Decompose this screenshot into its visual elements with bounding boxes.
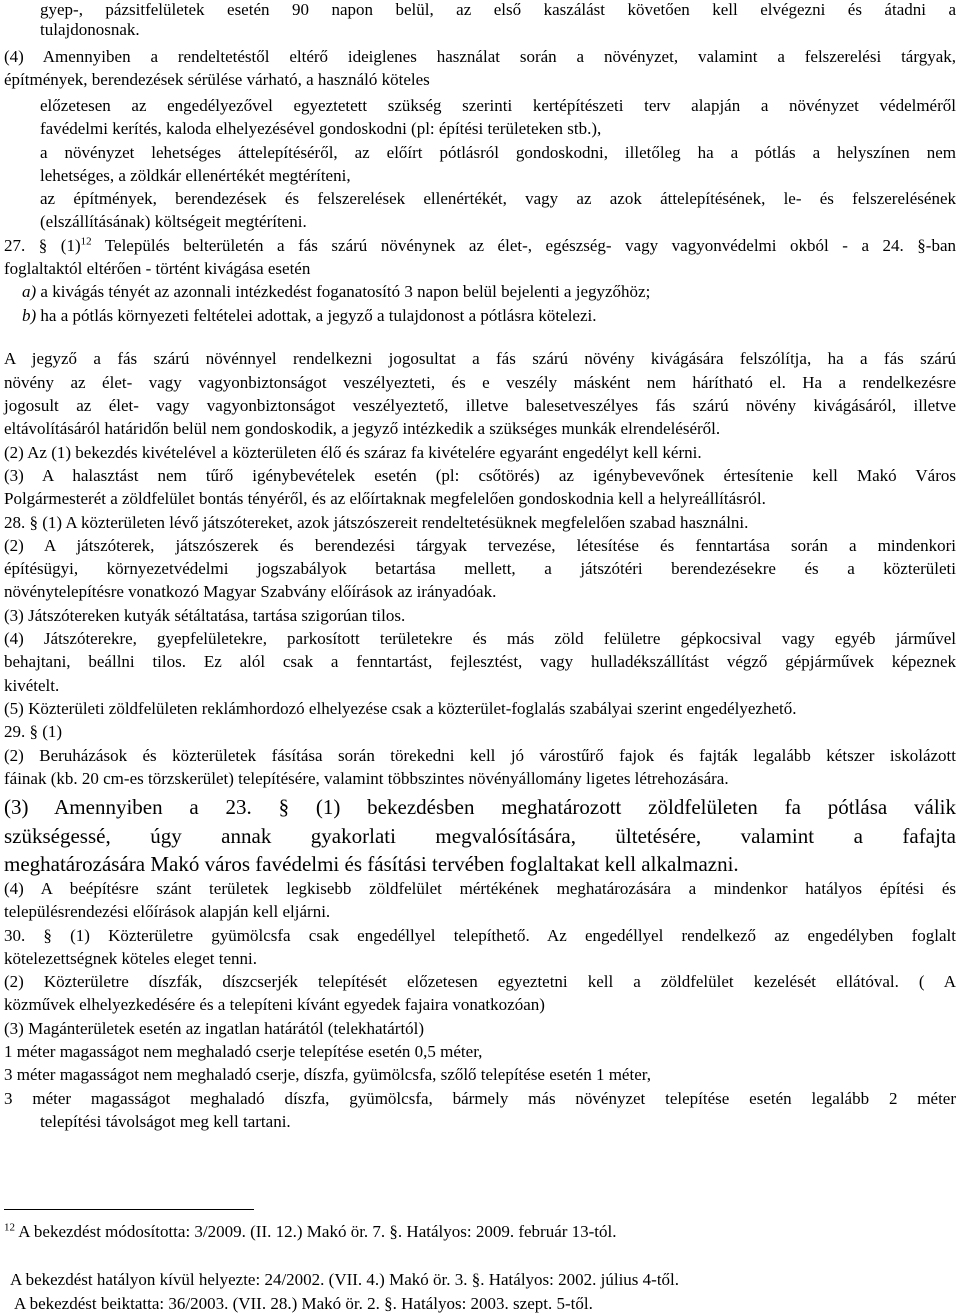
text-line: (3) A halasztást nem tűrő igénybevételek esetén (pl: csőtörés) az igénybevevőnek értesítenie kell Makó Város xyxy=(4,466,956,485)
text-line: előzetesen az engedélyezővel egyeztetett szükség szerinti kertépítészeti terv alapján a növényzet védelméről xyxy=(40,96,956,115)
list-item-b xyxy=(22,306,596,326)
list-label: a) xyxy=(22,282,37,301)
text-line: kötelezettségnek köteles eleget tenni. xyxy=(4,949,258,968)
footnote-text: A bekezdést módosította: 3/2009. (II. 12.) Makó ör. 7. §. Hatályos: 2009. február 13-tól. xyxy=(15,1222,617,1241)
section-number: 27. § (1) xyxy=(4,236,81,255)
text-line: közművek elhelyezkedésére és a telepíteni kívánt egyedek fajaira vonatkozóan) xyxy=(4,995,545,1014)
text-line: telepítési távolságot meg kell tartani. xyxy=(40,1112,291,1131)
text-line: jogosult az élet- vagy vagyonbiztonságot veszélyeztető, illetve balesetveszélyes fás szárú növény kivágásáról, illetve xyxy=(4,396,956,415)
text-line: (2) Az (1) bekezdés kivételével a közterületen élő és száraz fa kivételére egyaránt engedélyt kell kérni. xyxy=(4,443,702,462)
text-line: lehetséges, a zöldkár ellenértékét megtéríteni, xyxy=(40,166,351,185)
footnote xyxy=(4,1222,617,1242)
amendment-note: A bekezdést beiktatta: 36/2003. (VII. 28.) Makó ör. 2. §. Hatályos: 2003. szept. 5-től. xyxy=(14,1294,593,1313)
text-line: A jegyző a fás szárú növénnyel rendelkezni jogosultat a fás szárú növény kivágására felszólítja, ha a fás szárú xyxy=(4,349,956,368)
text-line: fáinak (kb. 20 cm-es törzskerület) telepítésére, valamint többszintes növényállomány ligetes létrehozására. xyxy=(4,769,729,788)
text-line: 28. § (1) A közterületen lévő játszótereket, azok játszószereit rendeltetésüknek megfelelően szabad használni. xyxy=(4,513,749,532)
text-line: (2) Közterületre díszfák, díszcserjék telepítését előzetesen egyeztetni kell a zöldfelület kezelését ellátóval. ( A xyxy=(4,972,956,991)
text-line: 1 méter magasságot nem meghaladó cserje telepítése esetén 0,5 méter, xyxy=(4,1042,483,1061)
paragraph-27-line xyxy=(4,236,956,256)
text-line: 29. § (1) xyxy=(4,722,63,741)
text-line: eltávolításáról határidőn belül nem gondoskodik, a jegyző intézkedik a szükséges munkák elrendeléséről. xyxy=(4,419,721,438)
text-line: behajtani, beállni tilos. Ez alól csak a fenntartást, fejlesztést, vagy hulladékszállítást végző gépjárművek képeznek xyxy=(4,652,956,671)
text-line: (3) Játszótereken kutyák sétáltatása, tartása szigorúan tilos. xyxy=(4,606,406,625)
large-text-line: meghatározására Makó város favédelmi és fásítási tervében foglaltakat kell alkalmazni. xyxy=(4,852,739,876)
list-label: b) xyxy=(22,306,37,325)
text-line: (elszállításának) költségeit megtéríteni. xyxy=(40,212,307,231)
text-line: (2) Beruházások és közterületek fásítása során törekedni kell jó várostűrő fajok és fajták legalább kétszer iskolázott xyxy=(4,746,956,765)
text-line: (4) A beépítésre szánt területek legkisebb zöldfelület mértékének meghatározására a mindenkor hatályos építési és xyxy=(4,879,956,898)
text-line: a növényzet lehetséges áttelepítéséről, az előírt pótlásról gondoskodni, illetőleg ha a pótlás a helyszínen nem xyxy=(40,143,956,162)
text-line: (3) Magánterületek esetén az ingatlan határától (telekhatártól) xyxy=(4,1019,425,1038)
list-text: ha a pótlás környezeti feltételei adottak, a jegyző a tulajdonost a pótlásra kötelezi. xyxy=(36,306,597,325)
text-line: gyep-, pázsitfelületek esetén 90 napon belül, az első kaszálást követően kell elvégezni és átadni a xyxy=(40,0,956,19)
text-line: 30. § (1) Közterületre gyümölcsfa csak engedéllyel telepíthető. Az engedéllyel rendelkező az engedélyben foglalt xyxy=(4,926,956,945)
text-line: Polgármesterét a zöldfelület bontás tényéről, és az előírtaknak megfelelően gondoskodnia kell a helyreállításról. xyxy=(4,489,766,508)
footnote-marker: 12 xyxy=(4,1221,15,1234)
text-line: (4) Játszóterekre, gyepfelületekre, parkosított területekre és más zöld felületre gépkocsival vagy egyéb járművel xyxy=(4,629,956,648)
large-text-line: (3) Amennyiben a 23. § (1) bekezdésben meghatározott zöldfelületen fa pótlása válik xyxy=(4,795,956,819)
list-item-a xyxy=(22,282,650,302)
text-line: (4) Amennyiben a rendeltetéstől eltérő ideiglenes használat során a növényzet, valamint a felszerelési tárgyak, xyxy=(4,47,956,66)
text-line: településrendezési előírások alapján kell eljárni. xyxy=(4,902,331,921)
text-line: 3 méter magasságot nem meghaladó cserje, díszfa, gyümölcsfa, szőlő telepítése esetén 1 méter, xyxy=(4,1065,651,1084)
text-line: favédelmi kerítés, kaloda elhelyezésével gondoskodni (pl: építési területeken stb.), xyxy=(40,119,602,138)
amendment-note: A bekezdést hatályon kívül helyezte: 24/2002. (VII. 4.) Makó ör. 3. §. Hatályos: 2002. július 4-től. xyxy=(10,1270,680,1289)
text-line: (2) A játszóterek, játszószerek és berendezési tárgyak tervezése, létesítése és fenntartása során a mindenkori xyxy=(4,536,956,555)
list-text: a kivágás tényét az azonnali intézkedést foganatosító 3 napon belül bejelenti a jegyzőhöz; xyxy=(36,282,651,301)
text-line: foglaltaktól eltérően - történt kivágása esetén xyxy=(4,259,311,278)
large-text-line: szükségessé, úgy annak gyakorlati megvalósítására, ültetésére, valamint a fafajta xyxy=(4,824,956,848)
text-line: építésügyi, környezetvédelmi jogszabályok betartása mellett, a játszótéri berendezésekre és a közterületi xyxy=(4,559,956,578)
text-line: (5) Közterületi zöldfelületen reklámhordozó elhelyezése csak a közterület-foglalás szabályai szerint engedélyezhető. xyxy=(4,699,797,718)
text-line: növény az élet- vagy vagyonbiztonságot veszélyezteti, és e veszély másként nem hárítható el. Ha a rendelkezésre xyxy=(4,373,956,392)
footnote-separator xyxy=(4,1209,254,1210)
text-line: 3 méter magasságot meghaladó díszfa, gyümölcsfa, bármely más növényzet telepítése esetén legalább 2 méter xyxy=(4,1089,956,1108)
text-line: az építmények, berendezések és felszerelések ellenértékét, vagy az azok áttelepítésének, le- és felszerelésének xyxy=(40,189,956,208)
section-text: Település belterületén a fás szárú növénynek az élet-, egészség- vagy vagyonvédelmi okból - a 24. §-ban xyxy=(91,236,956,255)
text-line: növénytelepítésre vonatkozó Magyar Szabvány előírások az irányadóak. xyxy=(4,582,497,601)
text-line: kivételt. xyxy=(4,676,60,695)
text-line: tulajdonosnak. xyxy=(40,20,140,39)
footnote-reference[interactable]: 12 xyxy=(80,235,92,248)
text-line: építmények, berendezések sérülése várható, a használó köteles xyxy=(4,70,430,89)
